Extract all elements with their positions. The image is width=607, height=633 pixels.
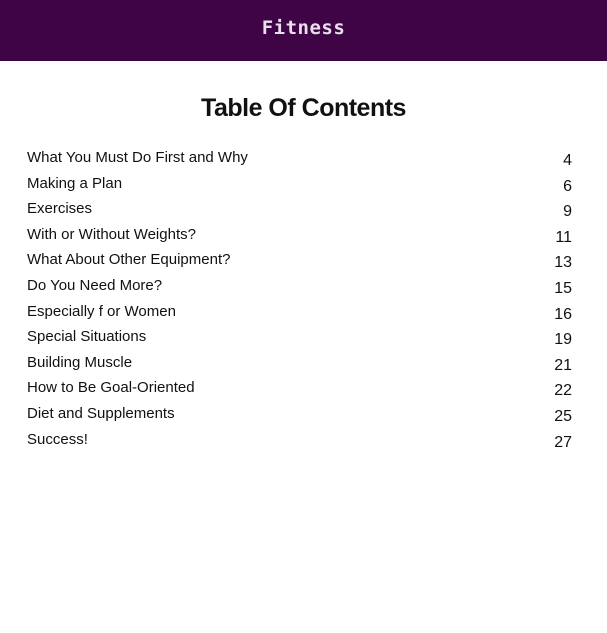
toc-entry-label[interactable]: Exercises bbox=[27, 200, 93, 218]
toc-entry-label[interactable]: Special Situations bbox=[27, 328, 147, 346]
toc-entry[interactable] bbox=[27, 303, 572, 329]
toc-entry[interactable] bbox=[27, 405, 572, 431]
app-header bbox=[0, 0, 607, 61]
toc-entry-label[interactable]: How to Be Goal-Oriented bbox=[27, 379, 195, 397]
toc-entry-label[interactable]: Success! bbox=[27, 430, 88, 448]
toc-entry-page: 13 bbox=[554, 254, 572, 272]
toc-entry[interactable] bbox=[27, 251, 572, 277]
toc-entry[interactable] bbox=[27, 200, 572, 226]
toc-entry-page: 21 bbox=[554, 356, 572, 374]
toc-entry-label[interactable]: Do You Need More? bbox=[27, 276, 163, 294]
toc-entry-page: 16 bbox=[554, 305, 572, 323]
toc-entry-label[interactable]: Building Muscle bbox=[27, 353, 133, 371]
toc-entry[interactable] bbox=[27, 379, 572, 405]
toc-entry-page: 4 bbox=[563, 152, 572, 169]
toc-entry[interactable] bbox=[27, 354, 572, 380]
toc-entry-page: 27 bbox=[554, 433, 572, 451]
toc-entry[interactable] bbox=[27, 328, 572, 354]
toc-heading: Table Of Contents bbox=[201, 94, 406, 122]
toc-entry-label[interactable]: Making a Plan bbox=[27, 174, 123, 192]
toc-entry-page: 11 bbox=[555, 228, 572, 246]
toc-entry[interactable] bbox=[27, 431, 572, 457]
toc-entry[interactable] bbox=[27, 277, 572, 303]
toc-entry[interactable] bbox=[27, 149, 572, 175]
toc-page bbox=[0, 61, 607, 451]
toc-entry-page: 25 bbox=[554, 407, 572, 425]
header-title: Fitness bbox=[261, 16, 346, 39]
toc-entry-page: 9 bbox=[563, 203, 572, 221]
toc-entry-page: 15 bbox=[554, 279, 572, 297]
toc-entry[interactable] bbox=[27, 175, 572, 201]
toc-entry-label[interactable]: With or Without Weights? bbox=[27, 225, 196, 243]
toc-entry-label[interactable]: Especially f or Women bbox=[27, 302, 176, 320]
toc-list bbox=[27, 149, 572, 456]
toc-entry[interactable] bbox=[27, 226, 572, 252]
toc-entry-page: 22 bbox=[554, 382, 572, 400]
toc-entry-page: 19 bbox=[554, 331, 572, 349]
toc-entry-label[interactable]: What You Must Do First and Why bbox=[27, 149, 248, 166]
toc-entry-label[interactable]: Diet and Supplements bbox=[27, 404, 175, 422]
toc-entry-page: 6 bbox=[563, 177, 572, 195]
toc-entry-label[interactable]: What About Other Equipment? bbox=[27, 251, 231, 269]
